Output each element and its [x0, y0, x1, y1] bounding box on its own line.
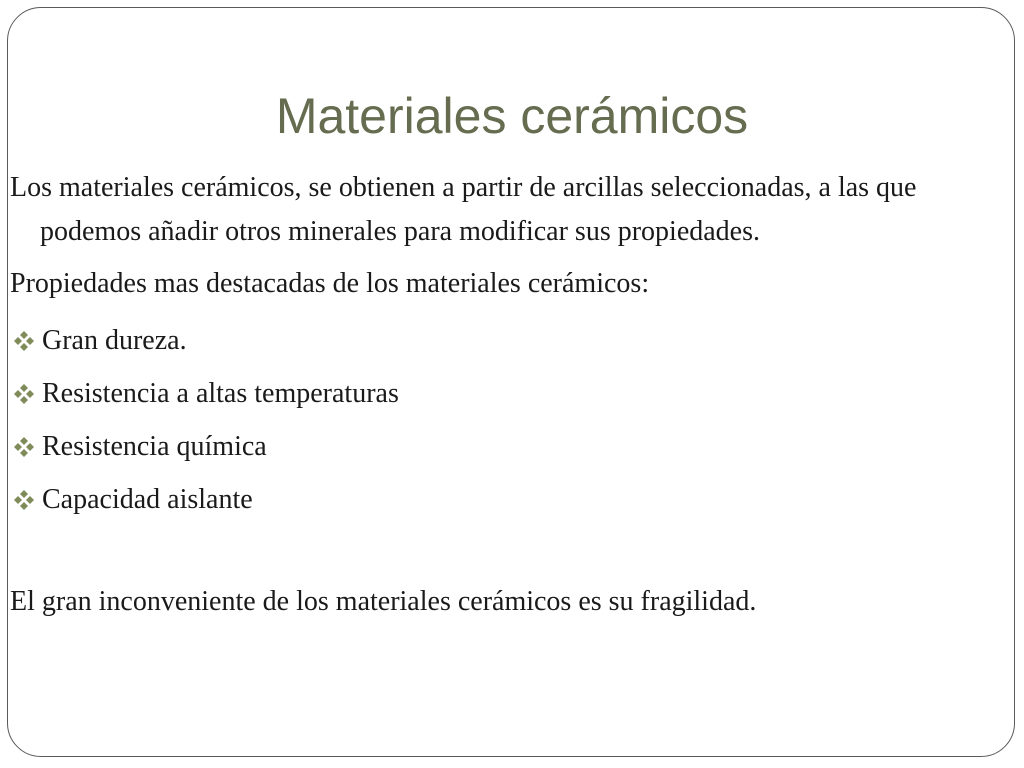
bullet-label: Gran dureza.	[42, 324, 187, 356]
slide-title: Materiales cerámicos	[275, 88, 749, 144]
bullet-label: Resistencia química	[42, 430, 267, 462]
conclusion-paragraph: El gran inconveniente de los materiales cerámicos es su fragilidad.	[10, 586, 757, 617]
bullet-item	[10, 314, 1010, 367]
bullet-label: Capacidad aislante	[42, 483, 253, 515]
intro-paragraph: Los materiales cerámicos, se obtienen a partir de arcillas seleccionadas, a las que podemos añadir otros minerales para modificar sus propiedades.	[10, 172, 917, 247]
diamond-bullet-icon	[12, 488, 36, 512]
diamond-bullet-icon	[12, 329, 36, 353]
bullet-item	[10, 473, 1010, 526]
diamond-bullet-icon	[12, 382, 36, 406]
bullet-label: Resistencia a altas temperaturas	[42, 377, 399, 409]
properties-heading: Propiedades mas destacadas de los materiales cerámicos:	[10, 268, 650, 299]
bullet-item	[10, 420, 1010, 473]
bullet-item	[10, 367, 1010, 420]
slide-body	[10, 166, 1010, 624]
diamond-bullet-icon	[12, 435, 36, 459]
